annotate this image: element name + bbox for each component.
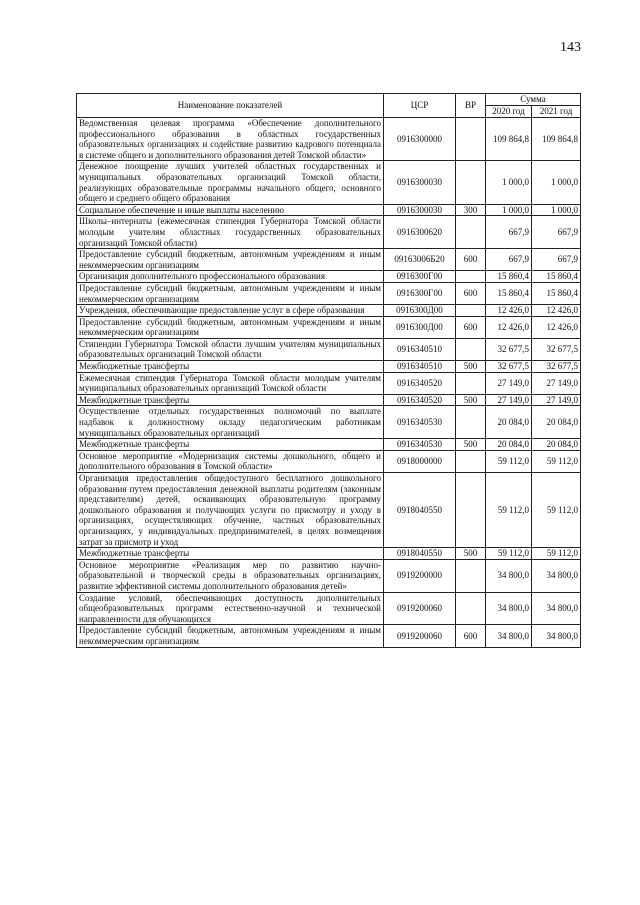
row-sum-2021-cell: 667,9 (532, 249, 581, 271)
row-vr-cell: 500 (456, 548, 486, 560)
row-sum-2021-cell: 15 860,4 (532, 271, 581, 283)
row-sum-2020-cell: 32 677,5 (486, 361, 532, 373)
table-row (77, 473, 581, 548)
row-vr-cell (456, 592, 486, 625)
row-name-cell: Учреждения, обеспечивающие предоставление услуг в сфере образования (77, 305, 384, 317)
row-vr-cell: 600 (456, 316, 486, 338)
row-vr-cell: 500 (456, 361, 486, 373)
table-row (77, 439, 581, 451)
table-row (77, 361, 581, 373)
row-vr-cell: 500 (456, 394, 486, 406)
row-sum-2020-cell: 1 000,0 (486, 161, 532, 204)
row-vr-cell (456, 338, 486, 360)
table-row (77, 249, 581, 271)
row-vr-cell (456, 559, 486, 592)
row-name-cell: Социальное обеспечение и иные выплаты населению (77, 204, 384, 216)
row-name-cell: Организация предоставления общедоступного бесплатного дошкольного образования путем предоставления денежной выплаты родителям (законным представителям) детей, осваивающих образовательную программу дошкольного образования и получающих услуги по присмотру и уходу в организациях, осуществляющих обучение, частных образовательных организациях, у индивидуальных предпринимателей, в целях возмещения затрат за присмотр и уход (77, 473, 384, 548)
table-row (77, 161, 581, 204)
table-row (77, 271, 581, 283)
row-name-cell: Межбюджетные трансферты (77, 361, 384, 373)
row-vr-cell (456, 305, 486, 317)
row-sum-2021-cell: 34 800,0 (532, 559, 581, 592)
row-sum-2020-cell: 27 149,0 (486, 394, 532, 406)
row-sum-2021-cell: 12 426,0 (532, 305, 581, 317)
row-csr-cell: 0916300620 (384, 216, 456, 249)
row-vr-cell: 500 (456, 439, 486, 451)
row-sum-2020-cell: 59 112,0 (486, 473, 532, 548)
page-number: 143 (560, 40, 581, 55)
row-vr-cell: 600 (456, 249, 486, 271)
row-sum-2020-cell: 15 860,4 (486, 282, 532, 304)
row-sum-2020-cell: 20 084,0 (486, 439, 532, 451)
header-vr: ВР (456, 94, 486, 118)
header-year-2021: 2021 год (532, 106, 581, 118)
row-name-cell: Создание условий, обеспечивающих доступность дополнительных общеобразовательных программ естественно-научной и технической направленности для обучающихся (77, 592, 384, 625)
row-vr-cell (456, 271, 486, 283)
row-sum-2021-cell: 1 000,0 (532, 161, 581, 204)
row-sum-2020-cell: 109 864,8 (486, 118, 532, 161)
row-name-cell: Основное мероприятие «Реализация мер по развитию научно-образовательной и творческой среды в образовательных организациях, развитие эффективной системы дополнительного образования детей» (77, 559, 384, 592)
row-sum-2021-cell: 32 677,5 (532, 361, 581, 373)
row-sum-2020-cell: 34 800,0 (486, 559, 532, 592)
header-csr: ЦСР (384, 94, 456, 118)
row-sum-2020-cell: 12 426,0 (486, 316, 532, 338)
header-sum: Сумма (486, 94, 581, 106)
table-row (77, 338, 581, 360)
row-name-cell: Осуществление отдельных государственных полномочий по выплате надбавок к должностному окладу педагогическим работникам муниципальных образовательных организаций (77, 406, 384, 439)
row-name-cell: Предоставление субсидий бюджетным, автономным учреждениям и иным некоммерческим организациям (77, 316, 384, 338)
row-csr-cell: 0919200060 (384, 625, 456, 647)
row-sum-2020-cell: 667,9 (486, 216, 532, 249)
header-year-2020: 2020 год (486, 106, 532, 118)
row-vr-cell: 300 (456, 204, 486, 216)
row-csr-cell: 0918040550 (384, 548, 456, 560)
row-name-cell: Ведомственная целевая программа «Обеспечение дополнительного профессионального образования в областных государственных образовательных организациях и содействие развитию кадрового потенциала в системе общего и дополнительного образования детей Томской области» (77, 118, 384, 161)
row-sum-2021-cell: 32 677,5 (532, 338, 581, 360)
row-csr-cell: 0916300030 (384, 204, 456, 216)
row-vr-cell (456, 118, 486, 161)
row-name-cell: Предоставление субсидий бюджетным, автономным учреждениям и иным некоммерческим организациям (77, 249, 384, 271)
row-csr-cell: 0916300Г00 (384, 282, 456, 304)
row-csr-cell: 0916340520 (384, 394, 456, 406)
row-csr-cell: 0916300Г00 (384, 271, 456, 283)
budget-table (76, 93, 581, 648)
table-row (77, 548, 581, 560)
table-row (77, 204, 581, 216)
row-sum-2020-cell: 667,9 (486, 249, 532, 271)
row-name-cell: Школы–интернаты (ежемесячная стипендия Губернатора Томской области молодым учителям областных государственных образовательных организаций Томской области) (77, 216, 384, 249)
table-row (77, 592, 581, 625)
row-csr-cell: 0919200000 (384, 559, 456, 592)
row-csr-cell: 0916340510 (384, 338, 456, 360)
row-csr-cell: 0916340510 (384, 361, 456, 373)
row-name-cell: Организация дополнительного профессионального образования (77, 271, 384, 283)
table-row (77, 216, 581, 249)
row-sum-2021-cell: 59 112,0 (532, 548, 581, 560)
row-name-cell: Межбюджетные трансферты (77, 439, 384, 451)
row-sum-2020-cell: 59 112,0 (486, 548, 532, 560)
row-sum-2021-cell: 34 800,0 (532, 592, 581, 625)
row-csr-cell: 0916340530 (384, 406, 456, 439)
row-sum-2021-cell: 667,9 (532, 216, 581, 249)
row-csr-cell: 09163006Б20 (384, 249, 456, 271)
row-csr-cell: 0916300Д00 (384, 316, 456, 338)
row-csr-cell: 0916300030 (384, 161, 456, 204)
row-sum-2020-cell: 34 800,0 (486, 592, 532, 625)
table-row (77, 450, 581, 472)
table-row (77, 305, 581, 317)
row-name-cell: Основное мероприятие «Модернизация системы дошкольного, общего и дополнительного образования в Томской области» (77, 450, 384, 472)
table-row (77, 118, 581, 161)
table-row (77, 394, 581, 406)
row-sum-2020-cell: 20 084,0 (486, 406, 532, 439)
table-row (77, 316, 581, 338)
row-sum-2020-cell: 15 860,4 (486, 271, 532, 283)
row-sum-2021-cell: 27 149,0 (532, 394, 581, 406)
row-sum-2021-cell: 15 860,4 (532, 282, 581, 304)
row-sum-2020-cell: 12 426,0 (486, 305, 532, 317)
row-name-cell: Предоставление субсидий бюджетным, автономным учреждениям и иным некоммерческим организациям (77, 282, 384, 304)
row-sum-2020-cell: 34 800,0 (486, 625, 532, 647)
row-sum-2021-cell: 1 000,0 (532, 204, 581, 216)
row-vr-cell (456, 372, 486, 394)
header-name: Наименование показателей (77, 94, 384, 118)
table-row (77, 625, 581, 647)
row-sum-2021-cell: 27 149,0 (532, 372, 581, 394)
row-vr-cell (456, 216, 486, 249)
row-sum-2021-cell: 59 112,0 (532, 450, 581, 472)
row-sum-2021-cell: 12 426,0 (532, 316, 581, 338)
row-name-cell: Ежемесячная стипендия Губернатора Томской области молодым учителям муниципальных образовательных организаций Томской области (77, 372, 384, 394)
row-csr-cell: 0919200060 (384, 592, 456, 625)
table-row (77, 559, 581, 592)
row-sum-2021-cell: 34 800,0 (532, 625, 581, 647)
row-name-cell: Предоставление субсидий бюджетным, автономным учреждениям и иным некоммерческим организациям (77, 625, 384, 647)
row-vr-cell (456, 161, 486, 204)
table-row (77, 406, 581, 439)
row-csr-cell: 0918040550 (384, 473, 456, 548)
row-vr-cell: 600 (456, 625, 486, 647)
row-name-cell: Межбюджетные трансферты (77, 394, 384, 406)
row-sum-2020-cell: 59 112,0 (486, 450, 532, 472)
row-csr-cell: 0916340530 (384, 439, 456, 451)
row-sum-2021-cell: 20 084,0 (532, 439, 581, 451)
row-name-cell: Межбюджетные трансферты (77, 548, 384, 560)
row-csr-cell: 0916300000 (384, 118, 456, 161)
row-csr-cell: 0916300Д00 (384, 305, 456, 317)
row-sum-2021-cell: 59 112,0 (532, 473, 581, 548)
row-vr-cell (456, 473, 486, 548)
row-sum-2020-cell: 27 149,0 (486, 372, 532, 394)
row-vr-cell (456, 450, 486, 472)
row-csr-cell: 0918000000 (384, 450, 456, 472)
table-row (77, 372, 581, 394)
row-sum-2020-cell: 32 677,5 (486, 338, 532, 360)
table-row (77, 282, 581, 304)
row-sum-2020-cell: 1 000,0 (486, 204, 532, 216)
row-name-cell: Стипендии Губернатора Томской области лучшим учителям муниципальных образовательных организаций Томской области (77, 338, 384, 360)
row-csr-cell: 0916340520 (384, 372, 456, 394)
row-vr-cell (456, 406, 486, 439)
row-sum-2021-cell: 20 084,0 (532, 406, 581, 439)
row-name-cell: Денежное поощрение лучших учителей областных государственных и муниципальных образовательных организаций Томской области, реализующих образовательные программы начального общего, основного общего и среднего общего образования (77, 161, 384, 204)
row-sum-2021-cell: 109 864,8 (532, 118, 581, 161)
row-vr-cell: 600 (456, 282, 486, 304)
